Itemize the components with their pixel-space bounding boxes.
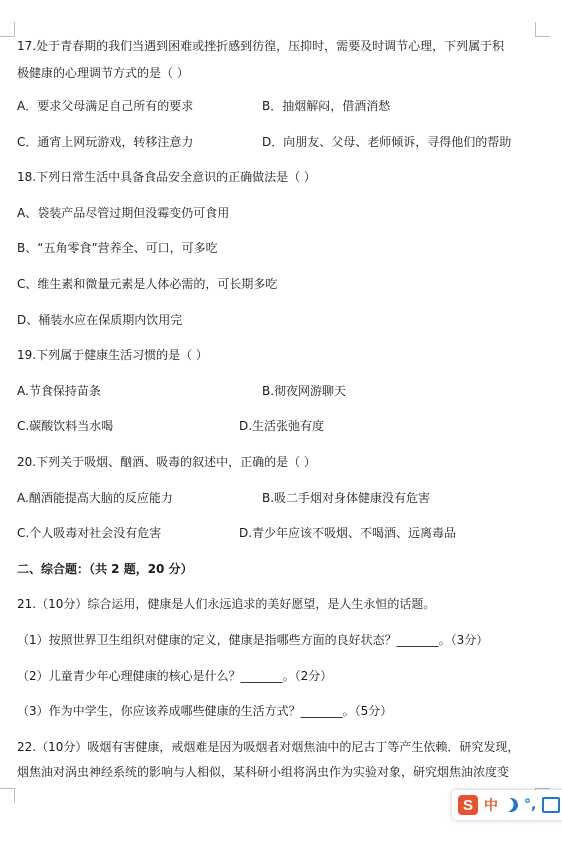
- q21-part2: （2）儿童青少年心理健康的核心是什么？_______。（2分）: [17, 669, 333, 683]
- sogou-logo-icon[interactable]: S: [458, 795, 478, 815]
- q19-option-d: D.生活张弛有度: [239, 419, 325, 433]
- section-heading: 二、综合题：（共 2 题，20 分）: [17, 562, 193, 576]
- q17-option-c: C．通宵上网玩游戏，转移注意力: [17, 135, 194, 149]
- q20-option-c: C.个人吸毒对社会没有危害: [17, 526, 162, 540]
- q22-line1: 22.（10分）吸烟有害健康，戒烟难是因为吸烟者对烟焦油中的尼古丁等产生依赖．研究发现，: [17, 740, 520, 754]
- q17-option-a: A．要求父母满足自己所有的要求: [17, 99, 194, 113]
- q17-stem-line2: 极健康的心理调节方式的是（ ）: [17, 66, 189, 80]
- q18-stem: 18.下列日常生活中具备食品安全意识的正确做法是（ ）: [17, 170, 316, 184]
- punctuation-icon[interactable]: °,: [524, 797, 537, 813]
- q20-stem: 20.下列关于吸烟、酗酒、吸毒的叙述中，正确的是（ ）: [17, 455, 316, 469]
- ime-toolbar[interactable]: [452, 790, 562, 820]
- q19-option-a: A.节食保持苗条: [17, 384, 101, 398]
- q17-option-b: B．抽烟解闷，借酒消愁: [262, 99, 391, 113]
- q19-option-c: C.碳酸饮料当水喝: [17, 419, 114, 433]
- q17-stem-line1: 17.处于青春期的我们当遇到困难或挫折感到彷徨，压抑时，需要及时调节心理，下列属于积: [17, 39, 505, 53]
- crop-mark-bottom-left: [0, 788, 15, 803]
- q17-option-d: D．向朋友、父母、老师倾诉，寻得他们的帮助: [262, 135, 512, 149]
- q21-part1: （1）按照世界卫生组织对健康的定义，健康是指哪些方面的良好状态？_______。（3分）: [17, 633, 489, 647]
- q18-option-a: A、袋装产品尽管过期但没霉变仍可食用: [17, 206, 230, 220]
- q20-option-d: D.青少年应该不吸烟、不喝酒、远离毒品: [239, 526, 457, 540]
- q21-stem: 21.（10分）综合运用，健康是人们永远追求的美好愿望，是人生永恒的话题。: [17, 597, 436, 611]
- q18-option-d: D、桶装水应在保质期内饮用完: [17, 313, 183, 327]
- crop-mark-top-right: [535, 22, 550, 37]
- crop-mark-top-left: [0, 22, 15, 37]
- q22-line2: 烟焦油对涡虫神经系统的影响与人相似，某科研小组将涡虫作为实验对象，研究烟焦油浓度变: [17, 765, 510, 779]
- ime-language-toggle[interactable]: 中: [484, 798, 498, 814]
- q20-option-b: B.吸二手烟对身体健康没有危害: [262, 491, 431, 505]
- q21-part3: （3）作为中学生，你应该养成哪些健康的生活方式？_______。（5分）: [17, 704, 393, 718]
- keyboard-icon[interactable]: [542, 797, 560, 813]
- q18-option-b: B、“五角零食”营养全、可口，可多吃: [17, 241, 218, 255]
- q20-option-a: A.酗酒能提高大脑的反应能力: [17, 491, 173, 505]
- moon-icon[interactable]: [502, 796, 520, 814]
- q18-option-c: C、维生素和微量元素是人体必需的，可长期多吃: [17, 277, 278, 291]
- q19-stem: 19.下列属于健康生活习惯的是（ ）: [17, 348, 208, 362]
- q19-option-b: B.彻夜网游聊天: [262, 384, 347, 398]
